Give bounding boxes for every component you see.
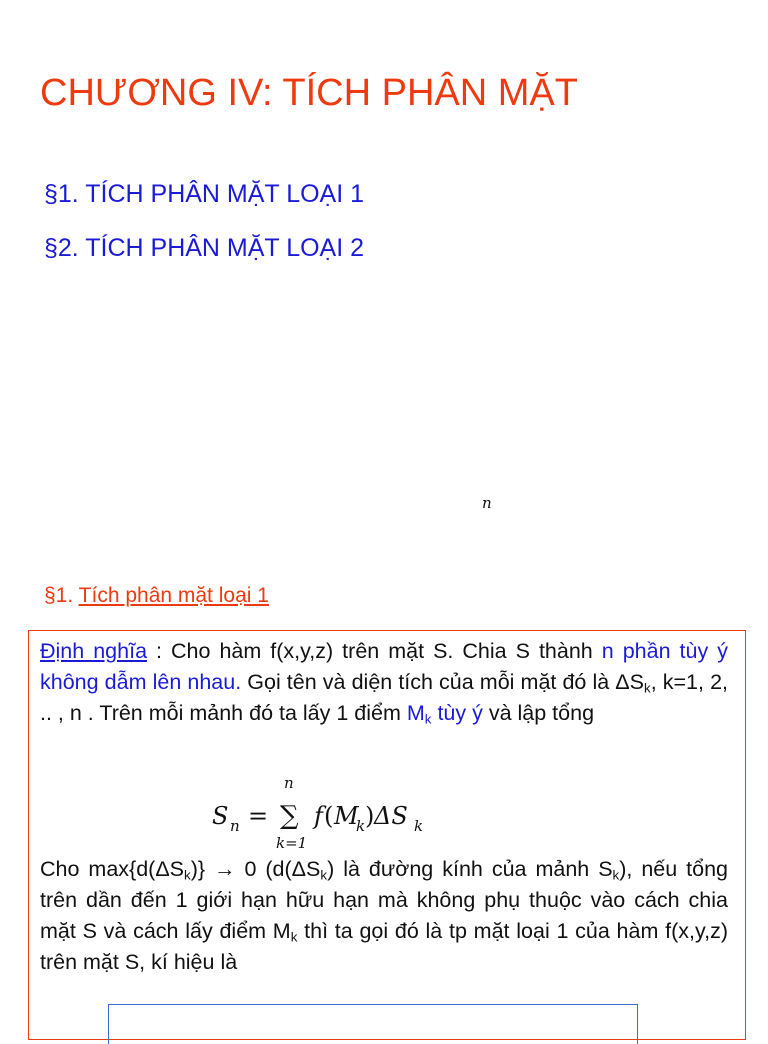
formula-upper-n: n [284, 774, 294, 792]
text-run: : Cho hàm f(x,y,z) trên mặt S. Chia S thành [147, 639, 602, 663]
subscript: k [424, 711, 432, 727]
highlight-M: M [406, 701, 425, 725]
formula-delta-S: ΔS [374, 802, 408, 830]
formula-M: M [334, 802, 359, 830]
text-run: ) là đường kính của mảnh S [327, 857, 613, 881]
section-1-item: §1. TÍCH PHÂN MẶT LOẠI 1 [44, 180, 365, 208]
text-run: Gọi tên và diện tích của mỗi mặt đó là ΔS [241, 670, 645, 694]
sigma-symbol: ∑ [280, 801, 299, 831]
inner-formula-n: n [482, 494, 492, 512]
section-heading-link: Tích phân mặt loại 1 [78, 584, 269, 607]
integral-formula-box [108, 1004, 638, 1044]
subscript: k [644, 680, 651, 696]
text-run: ), nếu tổng trên dần đến 1 giới hạn hữu hạn mà không phụ thuộc vào cách chia mặt S và cách lấy điểm M [40, 857, 729, 943]
section-heading [44, 584, 269, 608]
formula-sub-k: k [414, 817, 424, 835]
sum-formula [210, 774, 510, 854]
formula-lower-k: k=1 [276, 834, 308, 852]
slide-definition [0, 512, 768, 1024]
formula-sub-n: n [230, 817, 240, 835]
slide-title [0, 0, 768, 512]
text-run: thì ta gọi đó là tp mặt loại 1 của hàm f(x,y,z) trên mặt S, kí hiệu là [40, 919, 729, 974]
text-run: và lập tổng [482, 701, 595, 725]
text-run: , k=1, 2, .. , n . Trên mỗi mảnh đó ta lấy 1 điểm [40, 670, 729, 725]
formula-paren: ) [365, 802, 375, 830]
formula-sub-k: k [356, 817, 366, 835]
subscript: k [184, 867, 191, 883]
subscript: k [290, 929, 298, 945]
chapter-title: CHƯƠNG IV: TÍCH PHÂN MẶT [40, 72, 578, 114]
subscript: k [320, 867, 328, 883]
text-run: )} → 0 (d(ΔS [190, 857, 321, 881]
definition-paragraph [40, 636, 728, 729]
section-number: §1. [44, 584, 79, 607]
section-2-item: §2. TÍCH PHÂN MẶT LOẠI 2 [44, 234, 365, 262]
subscript: k [612, 867, 620, 883]
highlight-text: tùy ý [431, 701, 483, 725]
formula-f: f [314, 802, 323, 830]
formula-paren: ( [324, 802, 334, 830]
limit-paragraph [40, 854, 728, 978]
definition-label: Định nghĩa [40, 639, 148, 663]
formula-S: S [212, 802, 229, 830]
formula-equals: = [248, 802, 269, 830]
highlight-text: n phần tùy ý không dẫm lên nhau. [40, 639, 728, 694]
text-run: Cho max{d(ΔS [40, 857, 185, 881]
